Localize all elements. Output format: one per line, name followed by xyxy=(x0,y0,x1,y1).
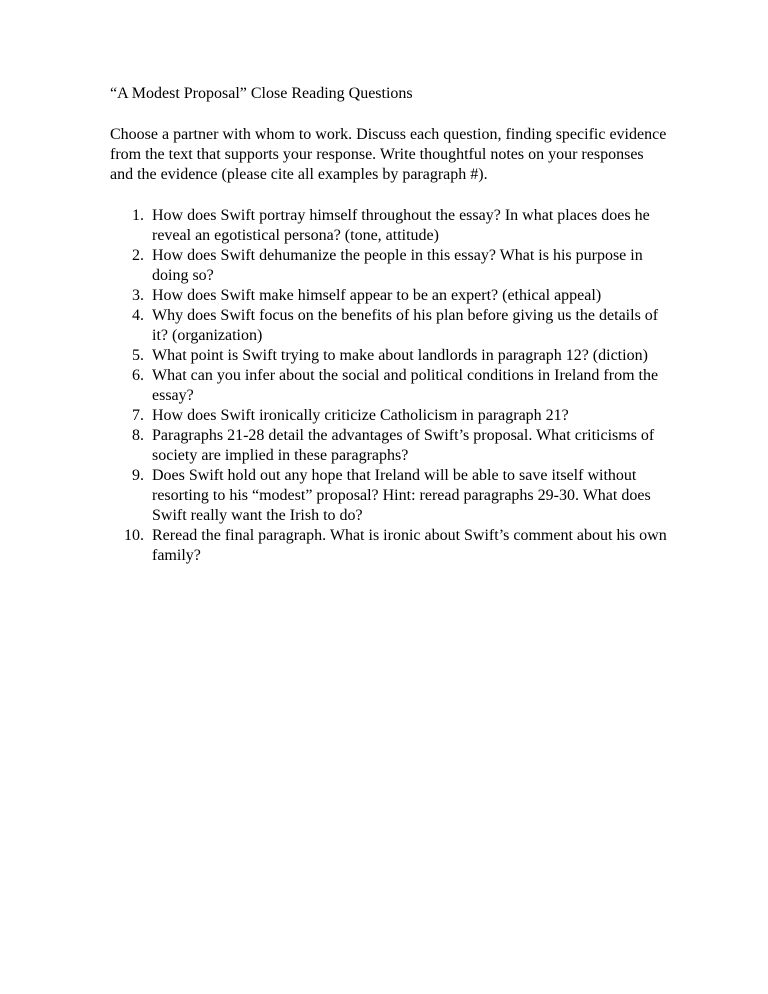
question-item xyxy=(110,246,670,286)
question-text: How does Swift portray himself throughout the essay? In what places does he reveal an egotistical persona? (tone, attitude) xyxy=(152,207,650,244)
question-item xyxy=(110,426,670,466)
question-number: 3. xyxy=(132,287,144,304)
document-page xyxy=(110,84,670,566)
question-item xyxy=(110,526,670,566)
question-text: Does Swift hold out any hope that Ireland will be able to save itself without resorting to his “modest” proposal? Hint: reread paragraphs 29-30. What does Swift really want the Irish to do? xyxy=(152,467,651,524)
question-text: What can you infer about the social and political conditions in Ireland from the essay? xyxy=(152,367,659,404)
question-item xyxy=(110,306,670,346)
question-text: What point is Swift trying to make about landlords in paragraph 12? (diction) xyxy=(152,347,648,364)
question-item xyxy=(110,406,670,426)
question-item xyxy=(110,206,670,246)
question-number: 1. xyxy=(132,207,144,224)
question-number: 9. xyxy=(132,467,144,484)
question-text: Paragraphs 21-28 detail the advantages of Swift’s proposal. What criticisms of society are implied in these paragraphs? xyxy=(152,427,655,464)
question-item xyxy=(110,466,670,526)
question-text: Reread the final paragraph. What is ironic about Swift’s comment about his own family? xyxy=(152,527,667,564)
question-text: How does Swift dehumanize the people in this essay? What is his purpose in doing so? xyxy=(152,247,643,284)
document-intro: Choose a partner with whom to work. Discuss each question, finding specific evidence from the text that supports your response. Write thoughtful notes on your responses and the evidence (please cite all examples by paragraph #). xyxy=(110,126,667,183)
question-number: 8. xyxy=(132,427,144,444)
question-number: 6. xyxy=(132,367,144,384)
question-number: 4. xyxy=(132,307,144,324)
question-item xyxy=(110,346,670,366)
question-text: How does Swift ironically criticize Catholicism in paragraph 21? xyxy=(152,407,569,424)
question-number: 5. xyxy=(132,347,144,364)
question-list xyxy=(110,206,670,566)
question-number: 10. xyxy=(124,527,144,544)
question-text: Why does Swift focus on the benefits of his plan before giving us the details of it? (organization) xyxy=(152,307,659,344)
question-number: 7. xyxy=(132,407,144,424)
question-number: 2. xyxy=(132,247,144,264)
document-title: “A Modest Proposal” Close Reading Questions xyxy=(110,85,413,102)
question-item xyxy=(110,366,670,406)
question-item xyxy=(110,286,670,306)
question-text: How does Swift make himself appear to be an expert? (ethical appeal) xyxy=(152,287,602,304)
